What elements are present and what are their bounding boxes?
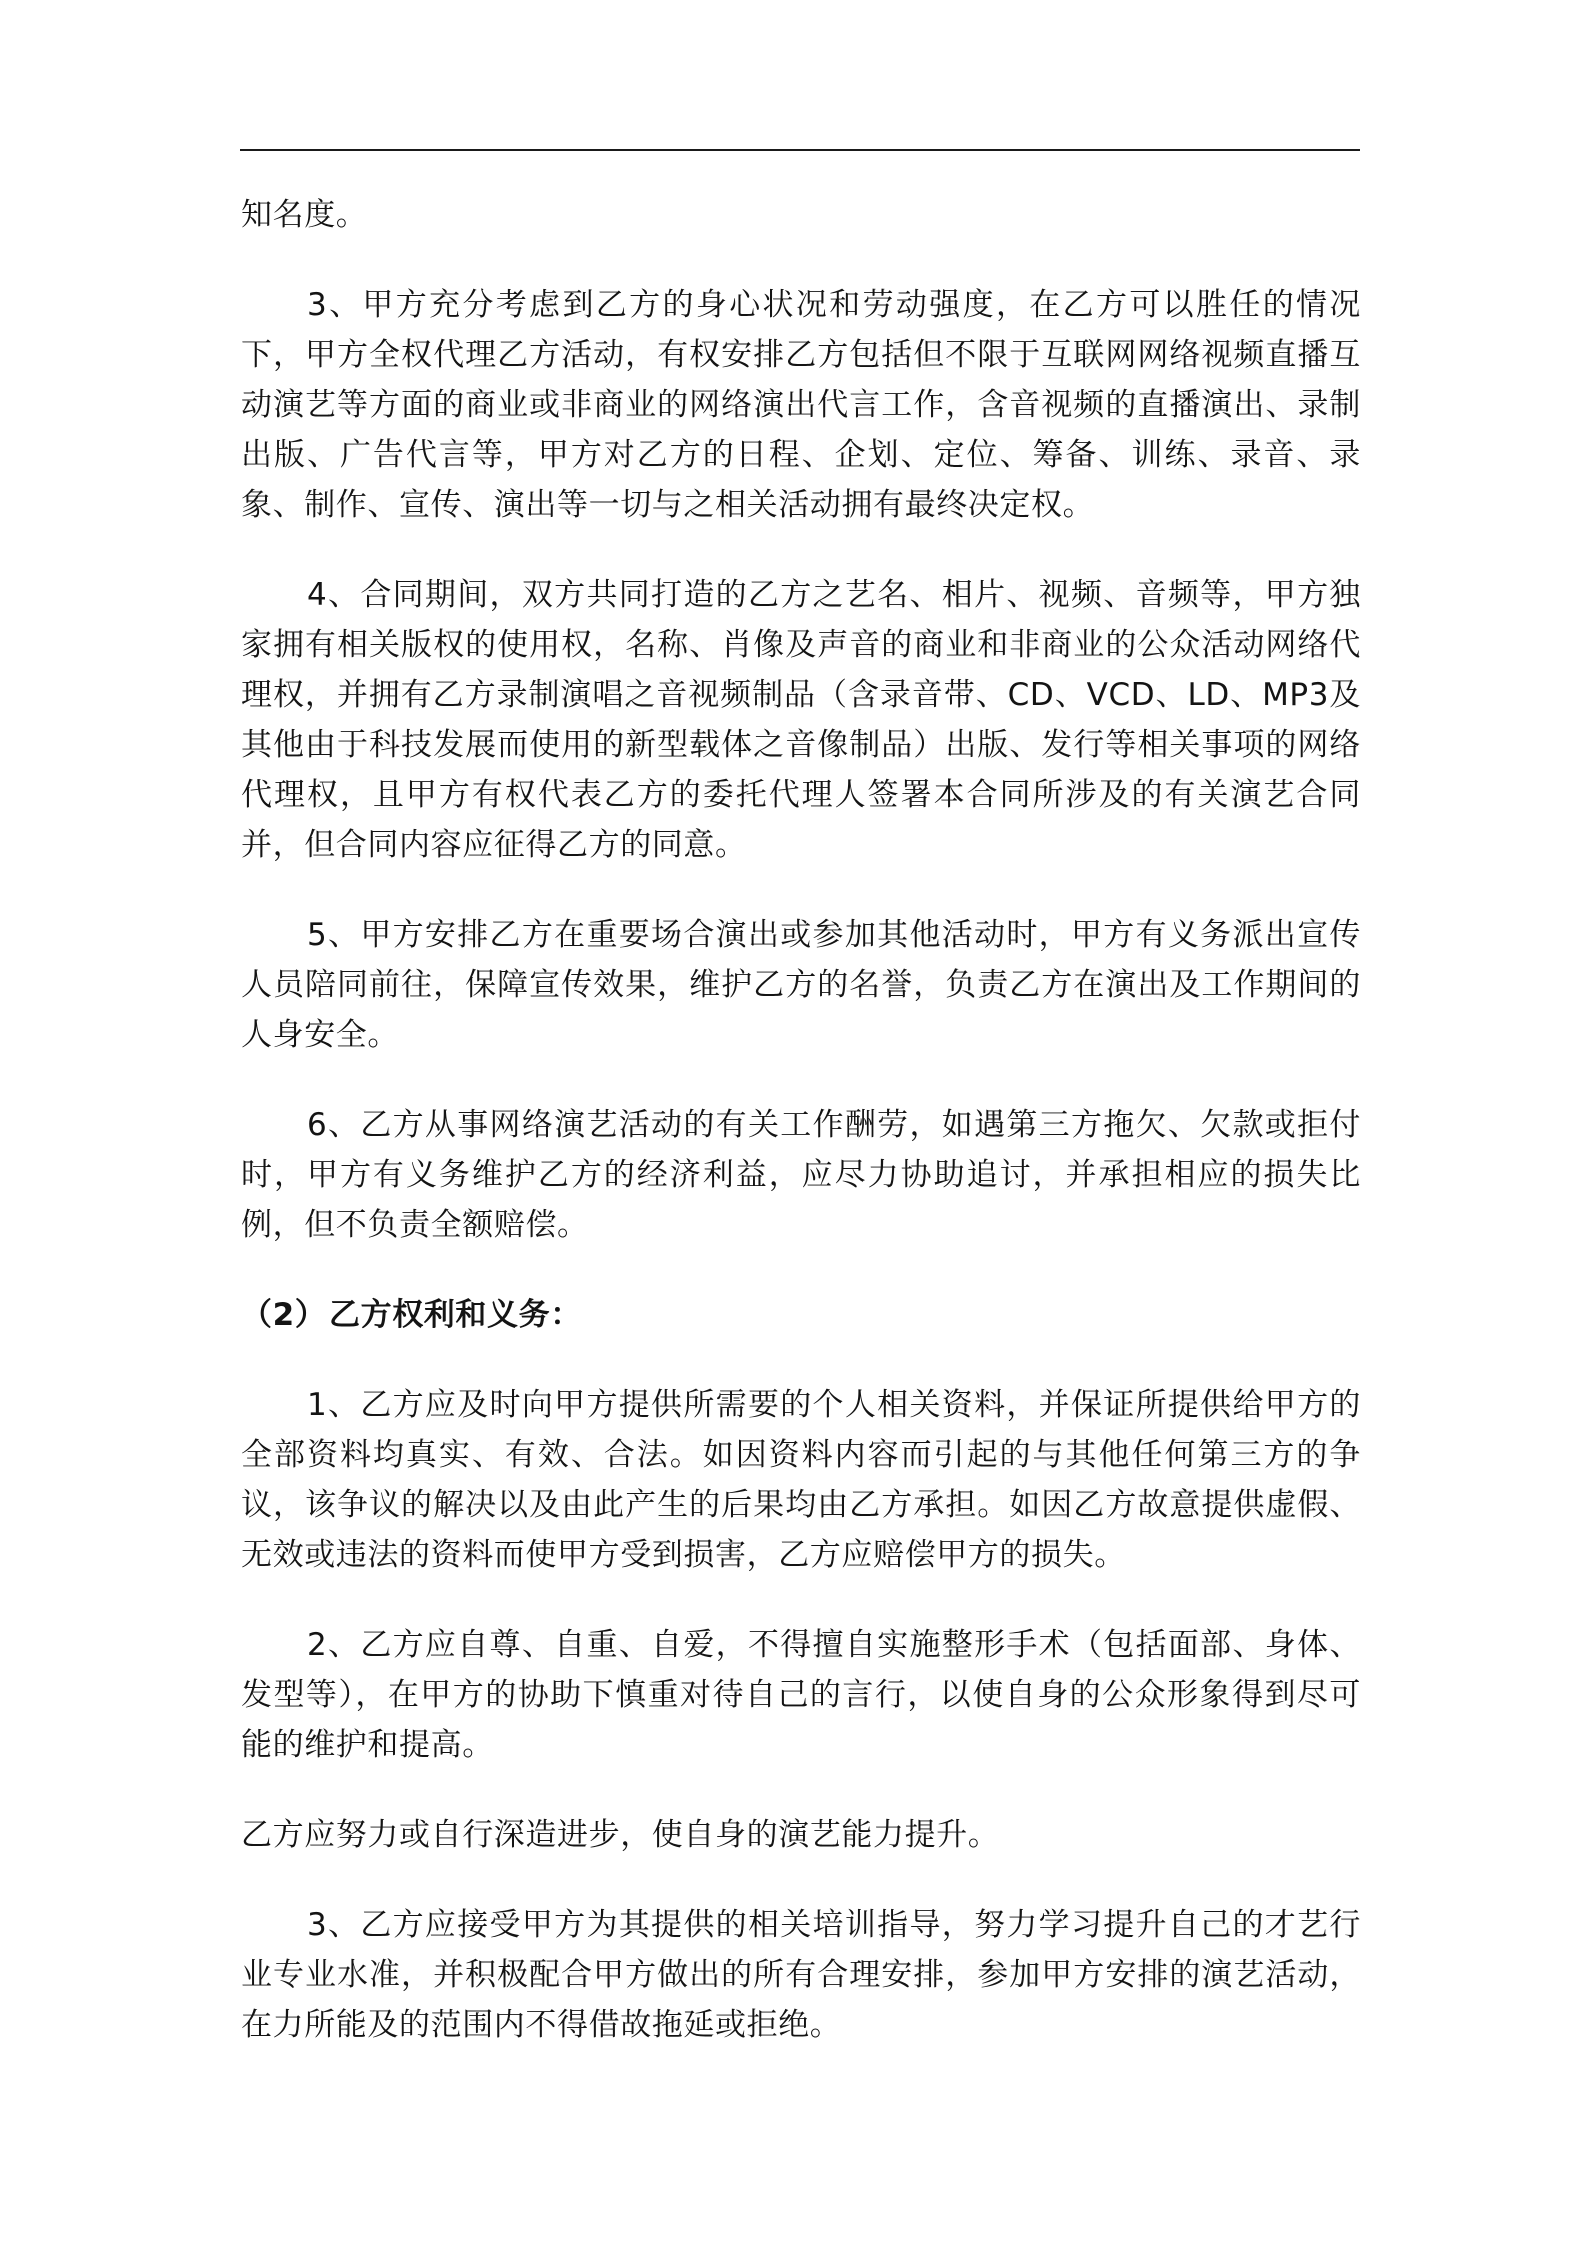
section-number: （2） <box>241 1297 327 1333</box>
clause-4-paragraph: 4、合同期间，双方共同打造的乙方之艺名、相片、视频、音频等，甲方独家拥有相关版权的使用权，名称、肖像及声音的商业和非商业的公众活动网络代理权，并拥有乙方录制演唱之音视频制品（含录音带、CD、VCD、LD、MP3及其他由于科技发展而使用的新型载体之音像制品）出版、发行等相关事项的网络代理权，且甲方有权代表乙方的委托代理人签署本合同所涉及的有关演艺合同并，但合同内容应征得乙方的同意。 <box>241 577 1361 863</box>
party-b-clause-2-paragraph: 2、乙方应自尊、自重、自爱，不得擅自实施整形手术（包括面部、身体、发型等），在甲方的协助下慎重对待自己的言行，以使自身的公众形象得到尽可能的维护和提高。 <box>241 1627 1361 1763</box>
section-title: 乙方权利和义务： <box>329 1297 582 1333</box>
clause-3-paragraph: 3、甲方充分考虑到乙方的身心状况和劳动强度，在乙方可以胜任的情况下，甲方全权代理乙方活动，有权安排乙方包括但不限于互联网网络视频直播互动演艺等方面的商业或非商业的网络演出代言工作，含音视频的直播演出、录制出版、广告代言等，甲方对乙方的日程、企划、定位、筹备、训练、录音、录象、制作、宣传、演出等一切与之相关活动拥有最终决定权。 <box>241 287 1361 523</box>
paragraph-continuation: 知名度。 <box>241 197 368 233</box>
clause-5-paragraph: 5、甲方安排乙方在重要场合演出或参加其他活动时，甲方有义务派出宣传人员陪同前往，保障宣传效果，维护乙方的名誉，负责乙方在演出及工作期间的人身安全。 <box>241 917 1361 1053</box>
clause-6-paragraph: 6、乙方从事网络演艺活动的有关工作酬劳，如遇第三方拖欠、欠款或拒付时，甲方有义务维护乙方的经济利益，应尽力协助追讨，并承担相应的损失比例，但不负责全额赔偿。 <box>241 1107 1361 1243</box>
section-heading <box>241 1290 1361 1340</box>
header-rule <box>240 149 1360 151</box>
party-b-clause-1-paragraph: 1、乙方应及时向甲方提供所需要的个人相关资料，并保证所提供给甲方的全部资料均真实、有效、合法。如因资料内容而引起的与其他任何第三方的争议，该争议的解决以及由此产生的后果均由乙方承担。如因乙方故意提供虚假、无效或违法的资料而使甲方受到损害，乙方应赔偿甲方的损失。 <box>241 1387 1361 1573</box>
document-body <box>241 190 1361 2050</box>
party-b-note-paragraph: 乙方应努力或自行深造进步，使自身的演艺能力提升。 <box>241 1817 1000 1853</box>
party-b-clause-3-paragraph: 3、乙方应接受甲方为其提供的相关培训指导，努力学习提升自己的才艺行业专业水准，并积极配合甲方做出的所有合理安排，参加甲方安排的演艺活动，在力所能及的范围内不得借故拖延或拒绝。 <box>241 1907 1361 2043</box>
